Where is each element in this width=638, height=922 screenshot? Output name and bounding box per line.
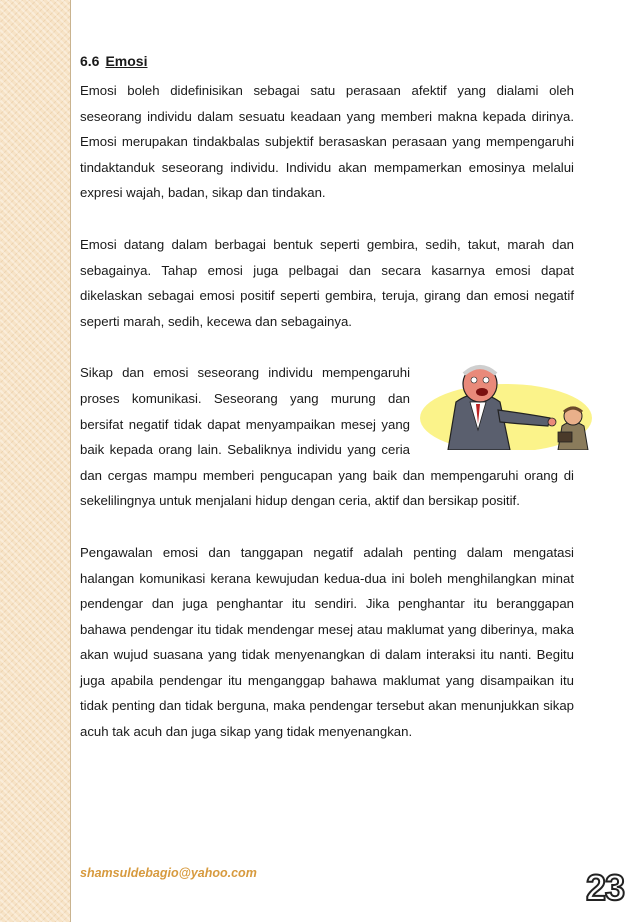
section-heading bbox=[80, 50, 574, 72]
angry-boss-illustration bbox=[418, 360, 598, 450]
page-margin-decoration bbox=[0, 0, 70, 922]
page-number: 23 bbox=[585, 867, 624, 908]
paragraph-types: Emosi datang dalam berbagai bentuk seperti gembira, sedih, takut, marah dan sebagainya. Tahap emosi juga pelbagai dan secara kasarnya emosi dapat dikelaskan sebagai emosi positif seperti gembira, teruja, girang dan emosi negatif seperti marah, sedih, kecewa dan sebagainya. bbox=[80, 236, 574, 329]
section-title: Emosi bbox=[105, 53, 148, 69]
document-body bbox=[80, 50, 574, 771]
section-number: 6.6 bbox=[80, 53, 100, 69]
paragraph-control: Pengawalan emosi dan tanggapan negatif adalah penting dalam mengatasi halangan komunikasi kerana kewujudan kedua-dua ini boleh menghilangkan minat pendengar dan juga penghantar itu sendiri. Jika penghantar itu beranggapan bahawa pendengar itu tidak mendengar mesej atau maklumat yang diberinya, maka akan wujud suasana yang tidak menyenangkan di dalam interaksi itu nanti. Begitu juga apabila pendengar itu menganggap bahawa maklumat yang disampaikan itu tidak penting dan tidak berguna, maka pendengar tersebut akan menunjukkan sikap acuh tak acuh dan juga sikap yang tidak menyenangkan. bbox=[80, 544, 574, 740]
margin-divider bbox=[70, 0, 71, 922]
paragraph-attitude: Sikap dan emosi seseorang individu mempengaruhi proses komunikasi. Seseorang yang murung dan bersifat negatif tidak dapat menyampaikan mesej yang baik kepada orang lain. Sebaliknya individu yang ceria dan cergas mampu memberi pengucapan yang baik dan mempengaruhi orang di sekelilingnya untuk menjalani hidup dengan ceria, aktif dan bersikap positif. bbox=[80, 365, 574, 509]
paragraph-definition: Emosi boleh didefinisikan sebagai satu perasaan afektif yang dialami oleh seseorang individu dalam sesuatu keadaan yang memberi makna kepada dirinya. Emosi merupakan tindakbalas subjektif berasaskan perasaan yang mempengaruhi tindaktanduk seseorang individu. Individu akan mempamerkan emosinya melalui expresi wajah, badan, sikap dan tindakan. bbox=[80, 83, 574, 201]
footer-email: shamsuldebagio@yahoo.com bbox=[80, 866, 257, 880]
